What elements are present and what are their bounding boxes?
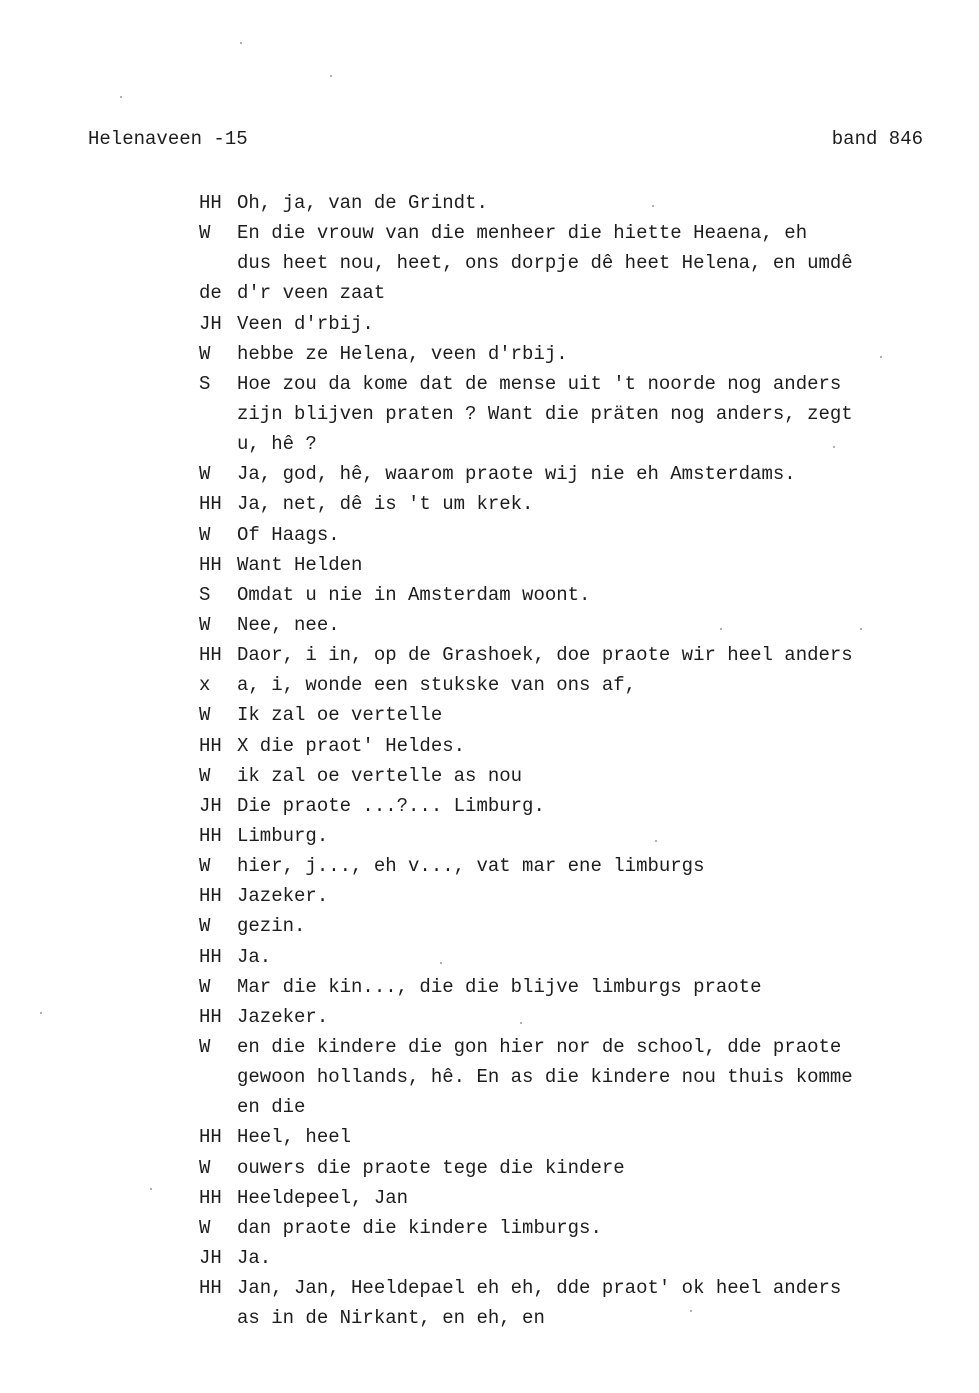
transcript-line <box>199 369 919 399</box>
transcript-line <box>199 278 919 308</box>
utterance-text: ouwers die praote tege die kindere <box>237 1156 625 1179</box>
transcript-line <box>199 1122 919 1152</box>
transcript <box>199 188 919 1333</box>
scan-speck <box>40 1012 42 1014</box>
utterance-text: Hoe zou da kome dat de mense uit 't noorde nog anders <box>237 372 842 395</box>
scan-speck <box>690 1310 692 1312</box>
transcript-line <box>199 1062 919 1092</box>
utterance-text: Ik zal oe vertelle <box>237 704 443 727</box>
scan-speck <box>330 75 332 77</box>
utterance-text: Oh, ja, van de Grindt. <box>237 192 488 214</box>
scan-speck <box>652 205 654 207</box>
utterance-text: Veen d'rbij. <box>237 312 374 335</box>
transcript-line <box>199 1243 919 1273</box>
transcript-line <box>199 309 919 339</box>
utterance-text: d'r veen zaat <box>237 282 386 305</box>
transcript-line <box>199 791 919 821</box>
utterance-text: Die praote ...?... Limburg. <box>237 794 545 817</box>
speaker-label: W <box>199 1035 211 1058</box>
scan-speck <box>120 96 122 98</box>
speaker-label: HH <box>199 553 222 576</box>
utterance-text: Ja. <box>237 945 272 968</box>
transcript-line <box>199 1092 919 1122</box>
speaker-label: W <box>199 704 211 727</box>
header-place-page: Helenaveen -15 <box>88 128 248 150</box>
speaker-label: W <box>199 463 211 486</box>
transcript-line <box>199 1273 919 1303</box>
speaker-label: HH <box>199 1186 222 1209</box>
transcript-line <box>199 459 919 489</box>
transcript-line <box>199 670 919 700</box>
transcript-line <box>199 640 919 670</box>
speaker-label: W <box>199 342 211 365</box>
utterance-text: Mar die kin..., die die blijve limburgs praote <box>237 975 762 998</box>
utterance-text: as in de Nirkant, en eh, en <box>237 1307 545 1330</box>
transcript-line <box>199 761 919 791</box>
transcript-line <box>199 520 919 550</box>
utterance-text: gewoon hollands, hê. En as die kindere nou thuis komme <box>237 1066 853 1089</box>
utterance-text: Ja. <box>237 1246 272 1269</box>
utterance-text: ik zal oe vertelle as nou <box>237 764 523 787</box>
speaker-label <box>199 248 237 278</box>
speaker-label: JH <box>199 794 222 817</box>
utterance-text: Jan, Jan, Heeldepael eh eh, dde praot' ok heel anders <box>237 1277 842 1300</box>
transcript-line <box>199 1213 919 1243</box>
transcript-line <box>199 851 919 881</box>
utterance-text: Daor, i in, op de Grashoek, doe praote wir heel anders <box>237 644 853 667</box>
scan-speck <box>520 1022 522 1024</box>
speaker-label <box>199 1303 237 1333</box>
utterance-text: Jazeker. <box>237 1005 329 1028</box>
speaker-label: HH <box>199 1005 222 1028</box>
transcript-line <box>199 1153 919 1183</box>
transcript-line <box>199 218 919 248</box>
transcript-line <box>199 700 919 730</box>
utterance-text: Limburg. <box>237 824 329 847</box>
utterance-text: Nee, nee. <box>237 613 340 636</box>
transcript-line <box>199 942 919 972</box>
utterance-text: Jazeker. <box>237 885 329 908</box>
speaker-label: W <box>199 855 211 878</box>
utterance-text: Heeldepeel, Jan <box>237 1186 409 1209</box>
transcript-line <box>199 1303 919 1333</box>
speaker-label <box>199 1062 237 1092</box>
transcript-line <box>199 489 919 519</box>
speaker-label: HH <box>199 192 222 214</box>
speaker-label: JH <box>199 312 222 335</box>
speaker-label: W <box>199 1156 211 1179</box>
utterance-text: Ja, net, dê is 't um krek. <box>237 493 534 516</box>
transcript-line <box>199 881 919 911</box>
utterance-text: Omdat u nie in Amsterdam woont. <box>237 583 591 606</box>
scan-speck <box>860 628 862 630</box>
speaker-label: W <box>199 1216 211 1239</box>
speaker-label <box>199 399 237 429</box>
speaker-label: W <box>199 915 211 938</box>
utterance-text: en die <box>237 1096 306 1119</box>
speaker-label: HH <box>199 644 222 667</box>
transcript-line <box>199 188 919 218</box>
utterance-text: X die praot' Heldes. <box>237 734 466 757</box>
scan-speck <box>720 628 722 630</box>
utterance-text: en die kindere die gon hier nor de school, dde praote <box>237 1035 842 1058</box>
utterance-text: Of Haags. <box>237 523 340 546</box>
utterance-text: zijn blijven praten ? Want die präten nog anders, zegt <box>237 402 853 425</box>
scan-speck <box>880 356 882 358</box>
speaker-label: S <box>199 372 211 395</box>
speaker-label: HH <box>199 1126 222 1149</box>
utterance-text: Want Helden <box>237 553 363 576</box>
utterance-text: En die vrouw van die menheer die hiette Heaena, eh <box>237 222 808 245</box>
utterance-text: gezin. <box>237 915 306 938</box>
speaker-label: JH <box>199 1246 222 1269</box>
utterance-text: Ja, god, hê, waarom praote wij nie eh Amsterdams. <box>237 463 796 486</box>
utterance-text: hier, j..., eh v..., vat mar ene limburgs <box>237 855 705 878</box>
speaker-label: W <box>199 523 211 546</box>
speaker-label <box>199 1092 237 1122</box>
transcript-line <box>199 550 919 580</box>
transcript-line <box>199 429 919 459</box>
scan-speck <box>833 446 835 448</box>
transcript-line <box>199 821 919 851</box>
speaker-label: de <box>199 282 222 305</box>
speaker-label: HH <box>199 734 222 757</box>
speaker-label: W <box>199 222 211 245</box>
header-tape-number: band 846 <box>831 128 923 150</box>
transcript-line <box>199 1032 919 1062</box>
speaker-label: x <box>199 674 211 697</box>
scan-speck <box>150 1188 152 1190</box>
utterance-text: a, i, wonde een stukske van ons af, <box>237 674 637 697</box>
transcript-line <box>199 972 919 1002</box>
speaker-label: W <box>199 613 211 636</box>
transcript-line <box>199 1002 919 1032</box>
speaker-label <box>199 429 237 459</box>
scan-speck <box>655 840 657 842</box>
utterance-text: u, hê ? <box>237 433 317 456</box>
utterance-text: Heel, heel <box>237 1126 352 1149</box>
transcript-line <box>199 1183 919 1213</box>
speaker-label: S <box>199 583 211 606</box>
transcript-line <box>199 610 919 640</box>
scan-speck <box>440 962 442 964</box>
speaker-label: HH <box>199 945 222 968</box>
speaker-label: HH <box>199 885 222 908</box>
transcript-line <box>199 248 919 278</box>
scan-speck <box>240 42 242 44</box>
transcript-line <box>199 731 919 761</box>
transcript-line <box>199 580 919 610</box>
speaker-label: HH <box>199 824 222 847</box>
speaker-label: W <box>199 764 211 787</box>
speaker-label: W <box>199 975 211 998</box>
utterance-text: hebbe ze Helena, veen d'rbij. <box>237 342 568 365</box>
speaker-label: HH <box>199 1277 222 1300</box>
utterance-text: dan praote die kindere limburgs. <box>237 1216 602 1239</box>
transcript-line <box>199 911 919 941</box>
utterance-text: dus heet nou, heet, ons dorpje dê heet Helena, en umdê <box>237 252 853 275</box>
transcript-line <box>199 339 919 369</box>
speaker-label: HH <box>199 493 222 516</box>
transcript-line <box>199 399 919 429</box>
